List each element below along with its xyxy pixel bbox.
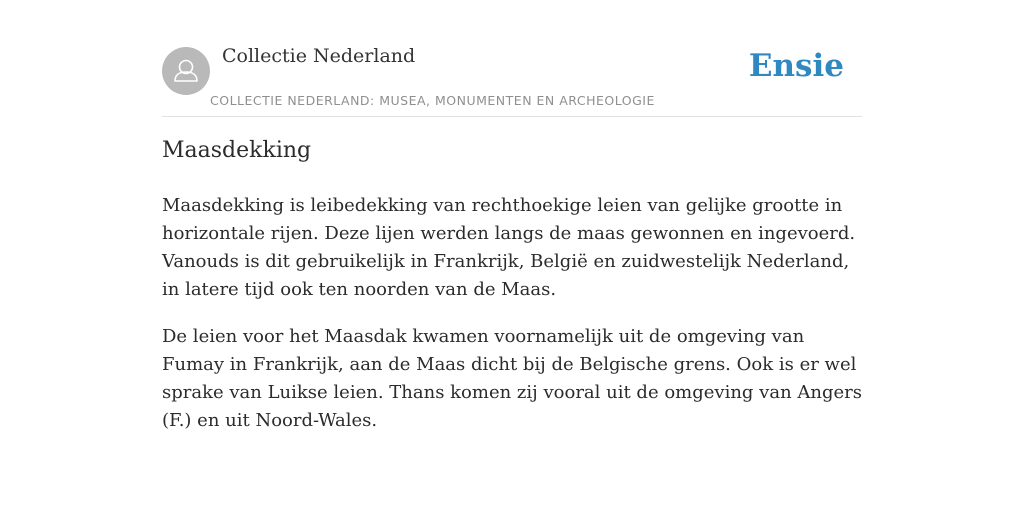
article-title: Maasdekking (162, 138, 312, 163)
avatar[interactable] (162, 47, 210, 95)
source-label[interactable]: COLLECTIE NEDERLAND: MUSEA, MONUMENTEN EN ARCHEOLOGIE (210, 93, 655, 108)
brand-logo[interactable]: Ensie (748, 48, 844, 84)
article-paragraph: De leien voor het Maasdak kwamen voornamelijk uit de omgeving van Fumay in Frankrijk, aan de Maas dicht bij de Belgische grens. Ook is er wel sprake van Luikse leien. Thans komen zij vooral uit de omgeving van Angers (F.) en uit Noord-Wales. (162, 326, 862, 431)
article-header (162, 0, 862, 117)
article-card (162, 0, 862, 431)
article-body (162, 192, 862, 454)
author-name[interactable]: Collectie Nederland (222, 45, 416, 67)
user-icon (162, 47, 210, 95)
article-paragraph: Maasdekking is leibedekking van rechthoekige leien van gelijke grootte in horizontale rijen. Deze lijen werden langs de maas gewonnen en ingevoerd. Vanouds is dit gebruikelijk in Frankrijk, België en zuidwestelijk Nederland, in latere tijd ook ten noorden van de Maas. (162, 195, 856, 300)
